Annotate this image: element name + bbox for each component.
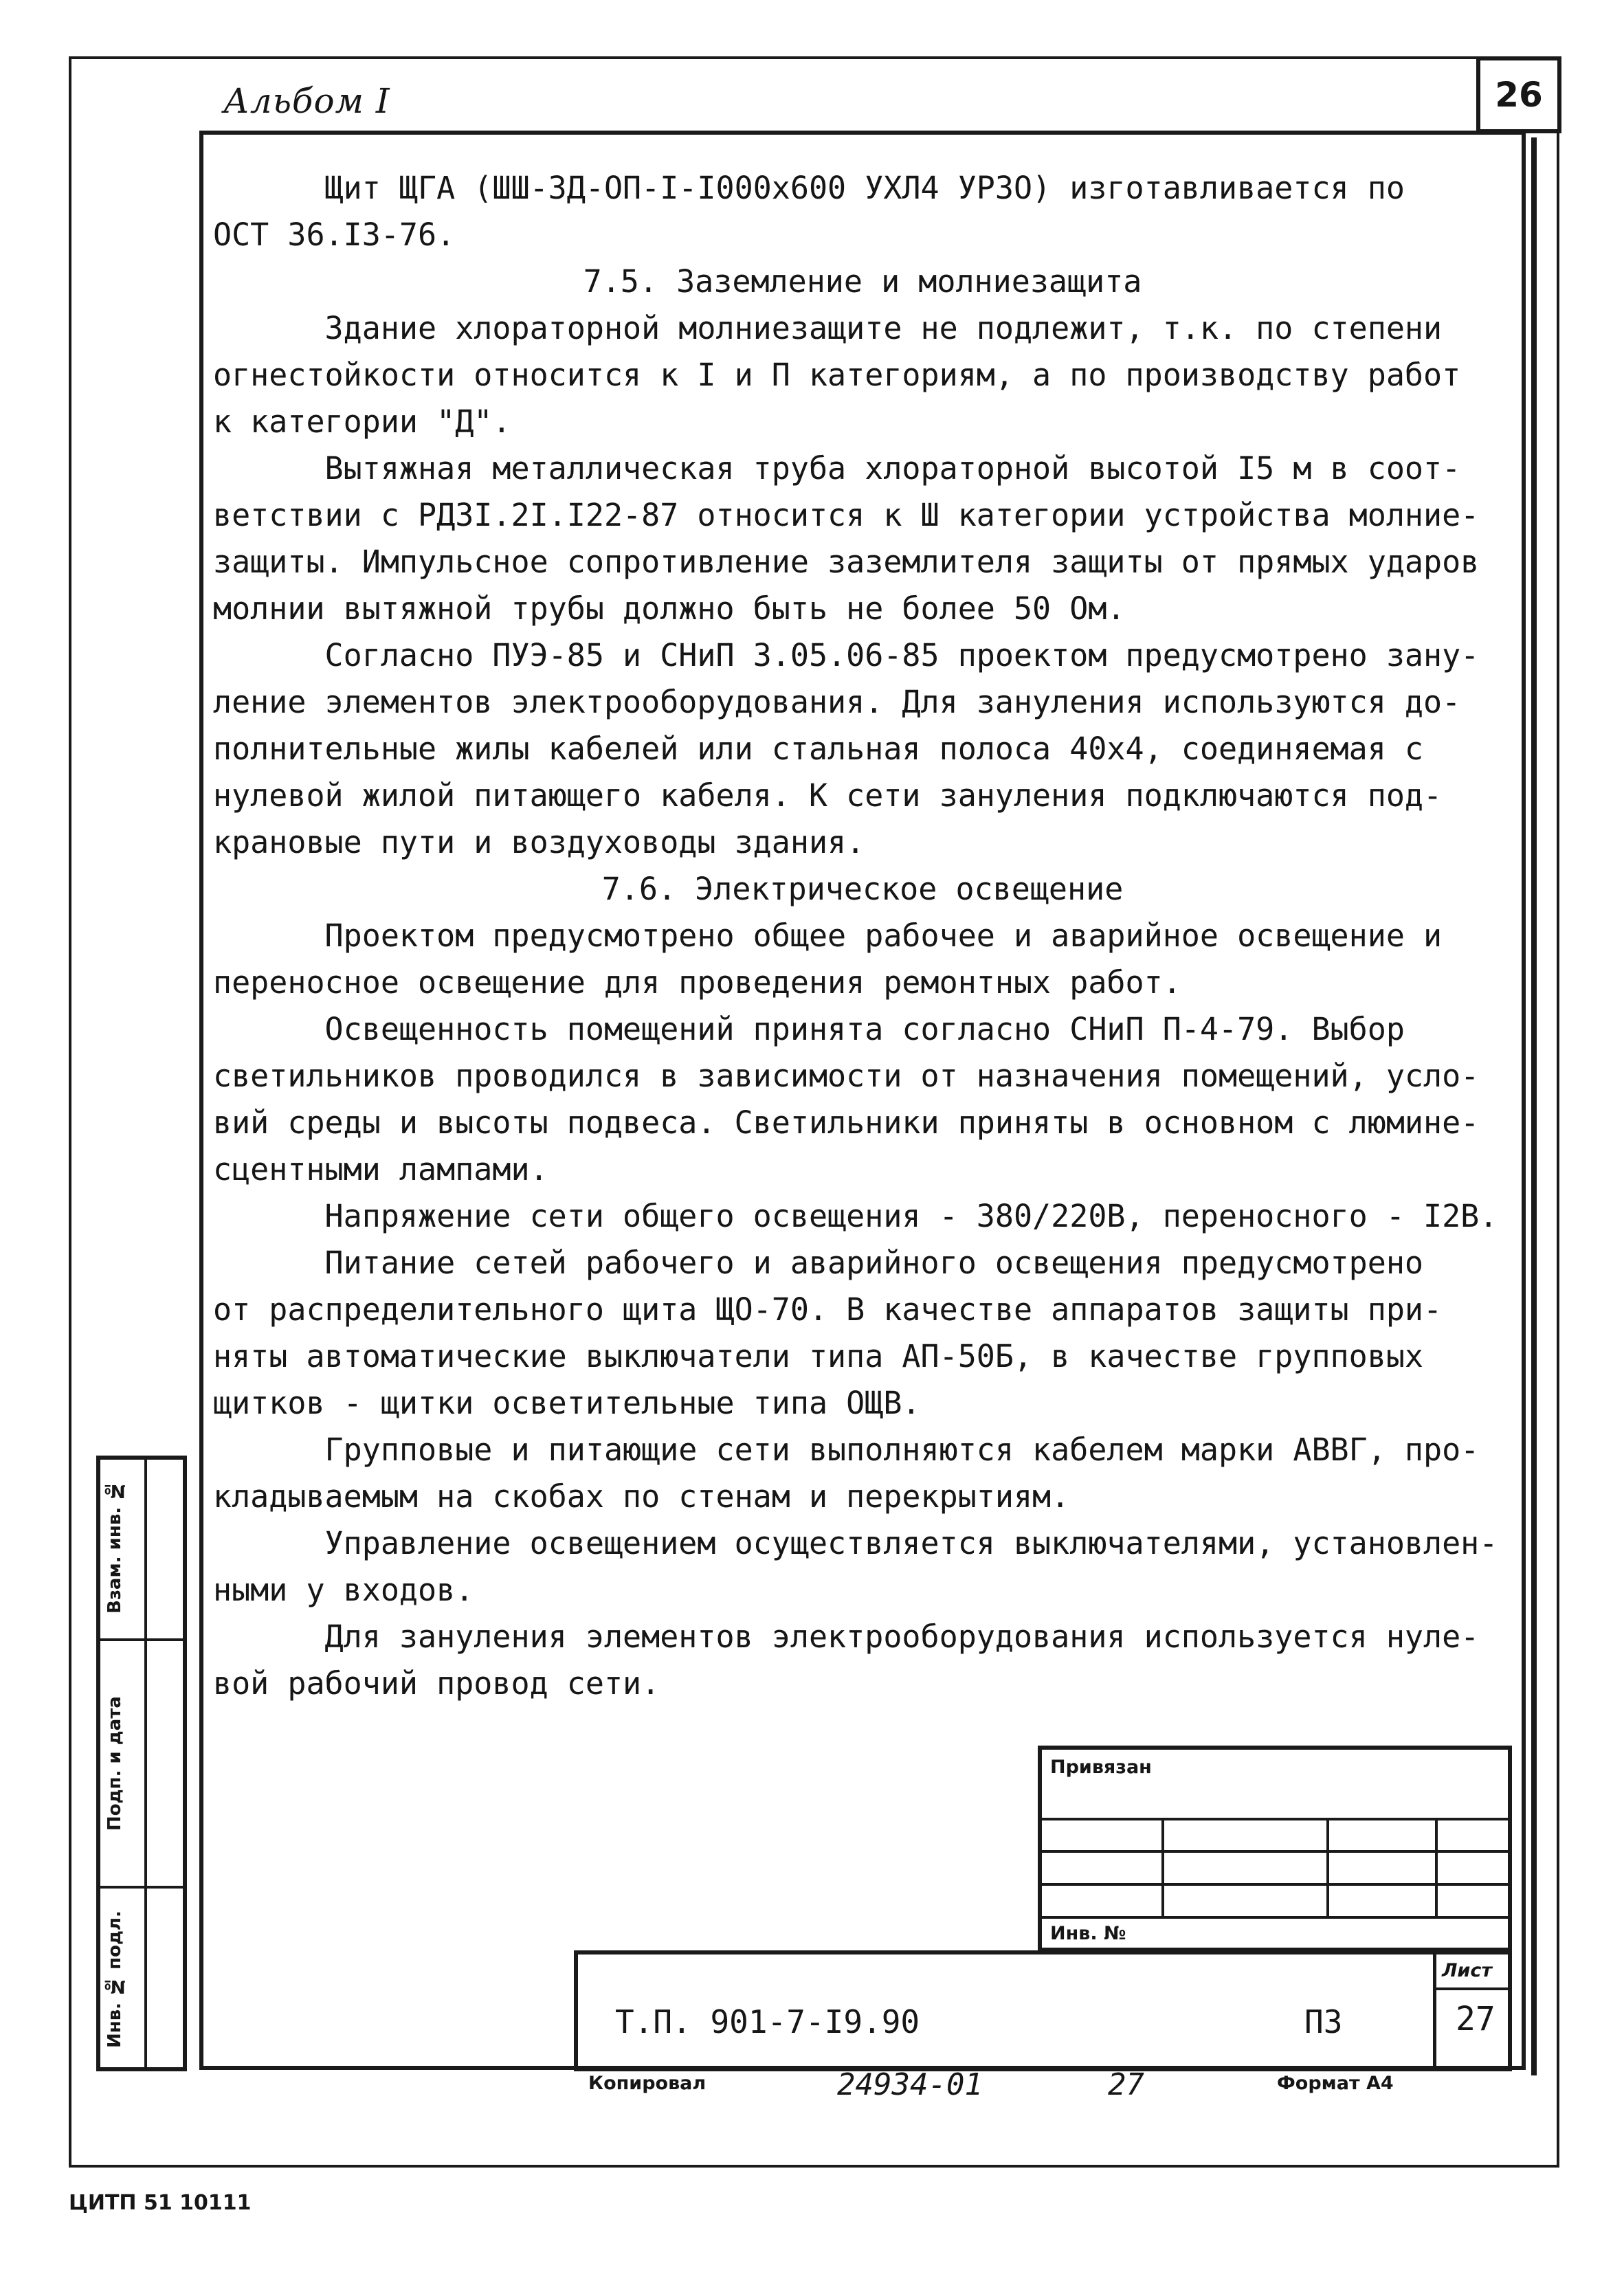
body-line: молнии вытяжной трубы должно быть не более 50 Ом. [213,590,1126,627]
body-line: Питание сетей рабочего и аварийного освещения предусмотрено [213,1245,1423,1281]
frame-shadow-right [1531,137,1537,2075]
side-stamp-divider-1 [96,1638,187,1641]
body-line: кладываемым на скобах по стенам и перекрытиям. [213,1478,1070,1515]
body-line: огнестойкости относится к I и П категориям, а по производству работ [213,357,1461,393]
stamp-row-4 [1038,1916,1512,1919]
body-line: крановые пути и воздуховоды здания. [213,824,865,860]
stamp-row-1 [1038,1818,1512,1820]
stamp-row-2 [1038,1850,1512,1853]
podp-data-label: Подп. и дата [104,1696,125,1831]
body-line: Щит ЩГА (ШШ-ЗД-ОП-I-I000х600 УХЛ4 УРЗО) изготавливается по [213,170,1405,206]
body-line: вой рабочий провод сети. [213,1665,660,1702]
stamp-row-3 [1038,1883,1512,1886]
format-label: Формат А4 [1277,2073,1394,2094]
outer-border-top [69,56,1478,59]
body-line: нулевой жилой питающего кабеля. К сети зануления подключаются под- [213,777,1443,814]
body-line: щитков - щитки осветительные типа ОЩВ. [213,1385,921,1421]
inv-no-label: Инв. № [1050,1923,1126,1944]
section-heading: 7.6. Электрическое освещение [601,871,1124,907]
handwritten-page-number: 27 [1108,2067,1144,2102]
body-line: Напряжение сети общего освещения - 380/220В, переносного - I2В. [213,1198,1498,1234]
document-code: Т.П. 901-7-I9.90 [615,2003,920,2040]
body-line: Управление освещением осуществляется выключателями, установлен- [213,1525,1498,1561]
order-number: 24934-01 [837,2067,983,2102]
body-line: ление элементов электрооборудования. Для зануления используются до- [213,684,1461,720]
section-heading: 7.5. Заземление и молниезащита [583,263,1142,300]
body-line: ными у входов. [213,1572,474,1608]
album-label: Альбом I [223,81,390,121]
outer-border-right [1557,131,1559,2165]
sheet-label: Лист [1442,1960,1492,1981]
outer-border-left [69,56,71,2166]
body-line: от распределительного щита ЩО-70. В качестве аппаратов защиты при- [213,1291,1443,1328]
body-line: Здание хлораторной молниезащите не подлежит, т.к. по степени [213,310,1443,346]
body-text [213,165,1512,1707]
body-line: Проектом предусмотрено общее рабочее и аварийное освещение и [213,917,1443,954]
body-line: светильников проводился в зависимости от назначения помещений, усло- [213,1058,1480,1094]
stamp-col-3 [1435,1818,1438,1919]
body-line: сцентными лампами. [213,1151,548,1188]
vzam-inv-label: Взам. инв. № [104,1480,125,1614]
body-line: ветствии с РДЗI.2I.I22-87 относится к Ш категории устройства молние- [213,497,1480,533]
outer-border-bottom [69,2165,1559,2168]
body-line: к категории "Д". [213,403,511,440]
body-line: Групповые и питающие сети выполняются кабелем марки АВВГ, про- [213,1432,1480,1468]
privyazan-label: Привязан [1050,1757,1152,1778]
title-block-sheet-row [1433,1987,1512,1990]
stamp-col-2 [1326,1818,1329,1919]
corner-page-number: 26 [1476,56,1561,133]
body-line: полнительные жилы кабелей или стальная полоса 40х4, соединяемая с [213,731,1423,767]
body-line: вий среды и высоты подвеса. Светильники приняты в основном с люмине- [213,1104,1480,1141]
body-line: защиты. Импульсное сопротивление заземлителя защиты от прямых ударов [213,544,1480,580]
kopiroval-label: Копировал [588,2073,707,2094]
sheet-number: 27 [1456,2000,1495,2038]
body-line: няты автоматические выключатели типа АП-50Б, в качестве групповых [213,1338,1423,1374]
side-stamp-divider-2 [96,1886,187,1889]
body-line: ОСТ 36.I3-76. [213,216,456,253]
stamp-col-1 [1161,1818,1164,1919]
inv-podl-label: Инв. № подл. [104,1911,125,2048]
body-line: Освещенность помещений принята согласно СНиП П-4-79. Выбор [213,1011,1405,1047]
document-type: ПЗ [1304,2003,1343,2040]
body-line: Вытяжная металлическая труба хлораторной высотой I5 м в соот- [213,450,1461,487]
body-line: переносное освещение для проведения ремонтных работ. [213,964,1181,1001]
printer-mark: ЦИТП 51 10111 [69,2191,252,2215]
title-block-sheet-divider [1433,1950,1436,2071]
body-line: Для зануления элементов электрооборудования используется нуле- [213,1618,1480,1655]
body-line: Согласно ПУЭ-85 и СНиП 3.05.06-85 проектом предусмотрено зану- [213,637,1480,673]
